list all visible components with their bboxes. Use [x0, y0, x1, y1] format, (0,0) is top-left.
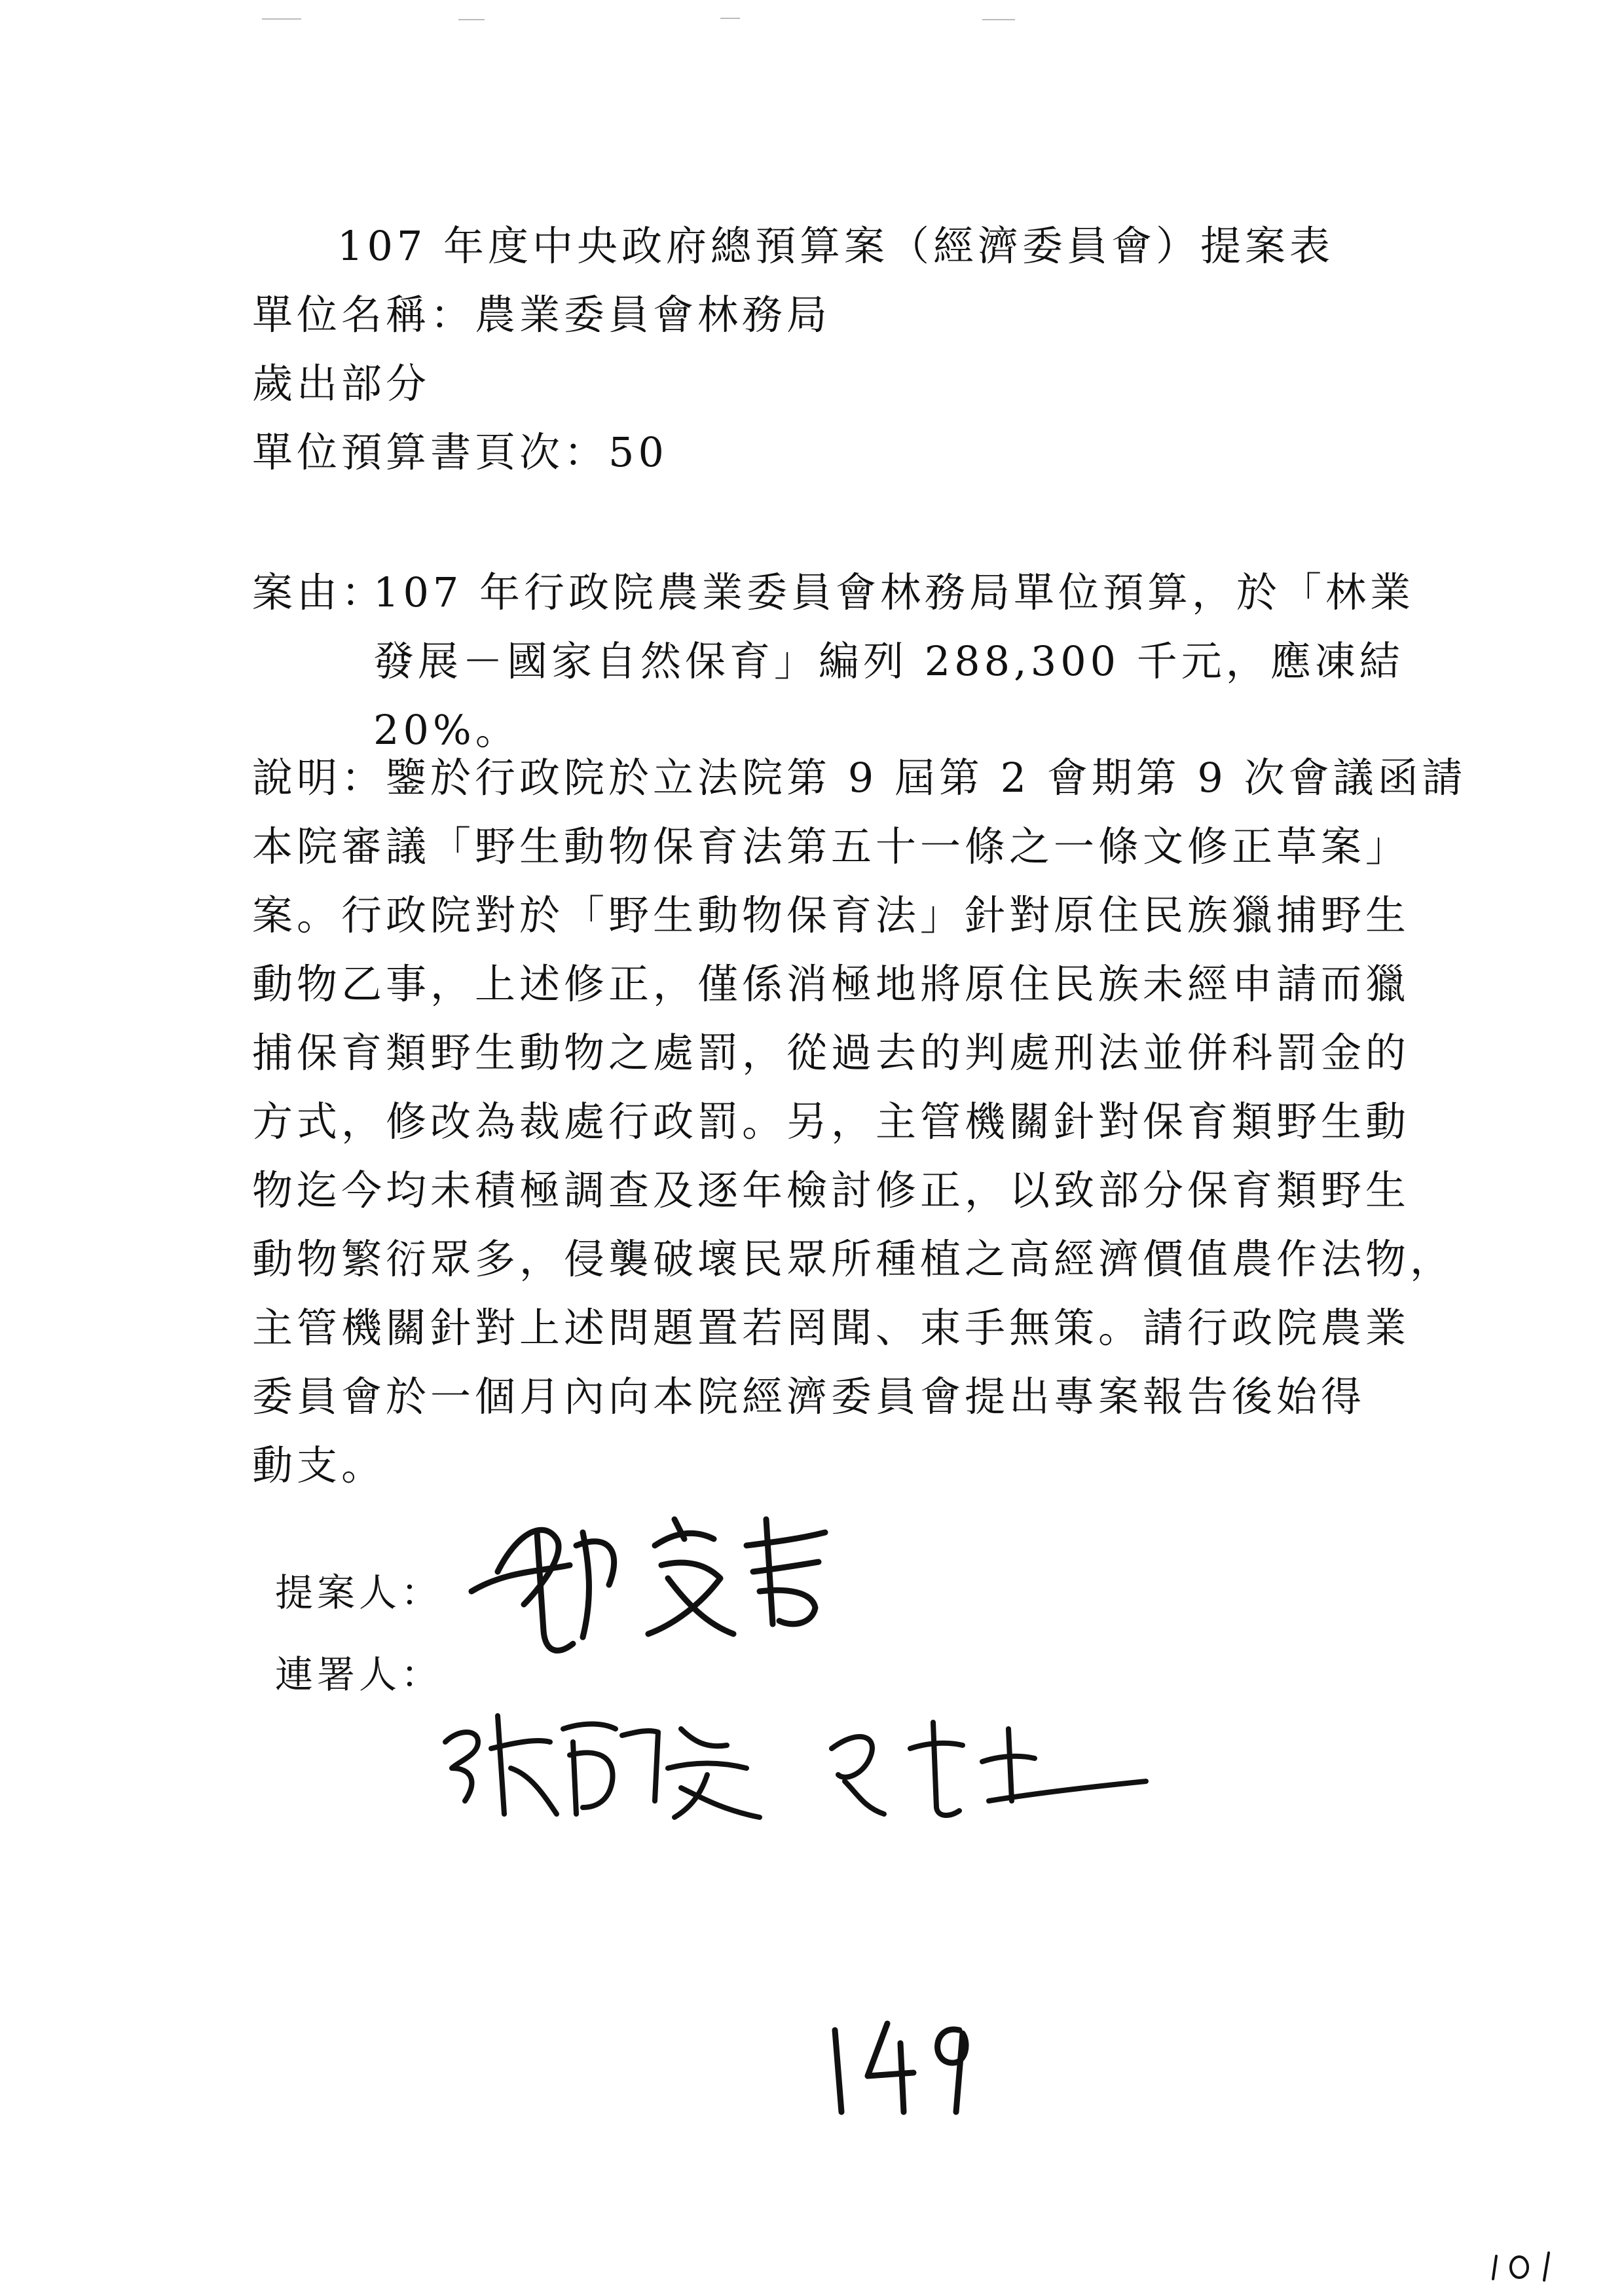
description-line: 動物乙事，上述修正，僅係消極地將原住民族未經申請而獵 — [252, 960, 1411, 1008]
scan-artifact — [262, 13, 1179, 20]
handwritten-page-number — [815, 2004, 986, 2124]
description-line: 動支。 — [252, 1441, 386, 1489]
document-title: 107 年度中央政府總預算案（經濟委員會）提案表 — [337, 222, 1335, 270]
reason-line: 發展－國家自然保育」編列 288,300 千元，應凍結 — [373, 637, 1404, 685]
description-line: 捕保育類野生動物之處罰，從過去的判處刑法並併科罰金的 — [252, 1029, 1411, 1077]
description-line: 說明：鑒於行政院於立法院第 9 屆第 2 會期第 9 次會議函請 — [252, 754, 1467, 802]
cosigner-signature — [819, 1709, 1159, 1827]
description-text — [252, 743, 1467, 1500]
description-line: 主管機關針對上述問題置若罔聞、束手無策。請行政院農業 — [252, 1304, 1411, 1352]
reason-line: 107 年行政院農業委員會林務局單位預算，於「林業 — [373, 568, 1415, 616]
description-line: 本院審議「野生動物保育法第五十一條之一條文修正草案」 — [252, 823, 1411, 870]
cosigner-signature — [432, 1703, 773, 1827]
proposer-label: 提案人： — [275, 1570, 443, 1615]
reason-line: 20%。 — [373, 706, 520, 754]
reason-text — [373, 558, 1414, 764]
budget-page-reference: 單位預算書頁次：50 — [252, 428, 668, 476]
description-line: 方式，修改為裁處行政罰。另，主管機關針對保育類野生動 — [252, 1098, 1411, 1145]
cosigner-label: 連署人： — [275, 1652, 443, 1697]
unit-name: 單位名稱：農業委員會林務局 — [252, 291, 832, 339]
reason-label: 案由： — [252, 568, 386, 616]
description-line: 物迄今均未積極調查及逐年檢討修正，以致部分保育類野生 — [252, 1166, 1411, 1214]
proposer-signature — [458, 1493, 864, 1663]
handwritten-corner-number — [1486, 2246, 1565, 2288]
description-line: 動物繁衍眾多，侵襲破壞民眾所種植之高經濟價值農作法物， — [252, 1235, 1455, 1283]
description-line: 案。行政院對於「野生動物保育法」針對原住民族獵捕野生 — [252, 891, 1411, 939]
description-line: 委員會於一個月內向本院經濟委員會提出專案報告後始得 — [252, 1373, 1366, 1420]
section-label: 歲出部分 — [252, 360, 431, 407]
